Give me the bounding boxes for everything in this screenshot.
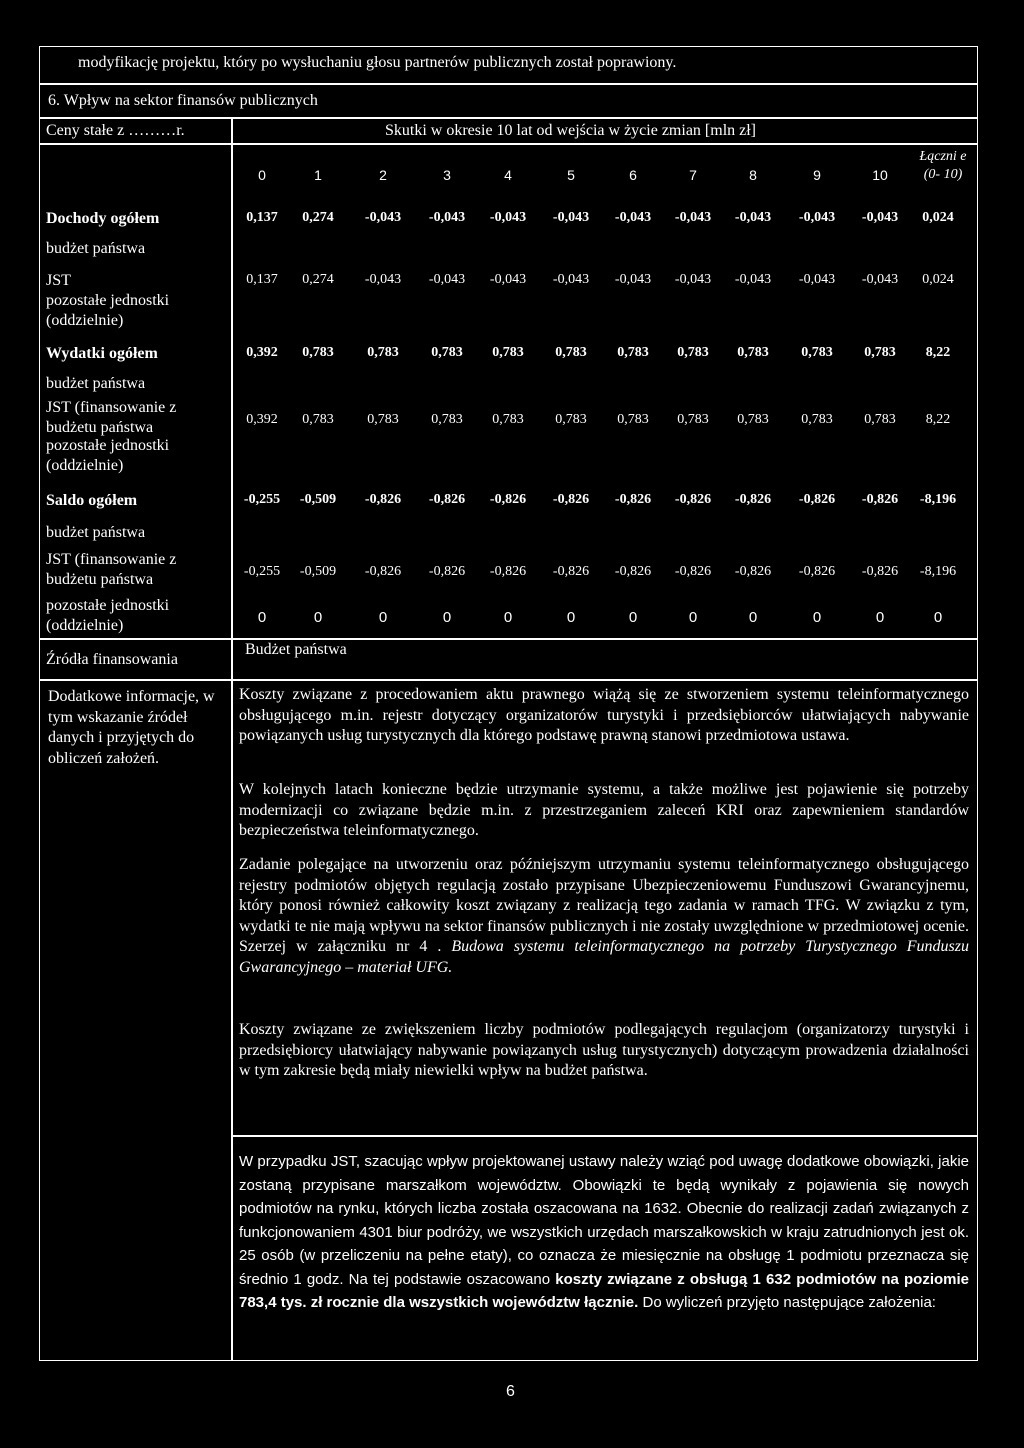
table-cell: 0,392: [246, 345, 278, 360]
table-cell: 0,783: [555, 345, 587, 360]
table-cell: -0,043: [861, 272, 899, 287]
row-label: budżet państwa: [46, 240, 146, 257]
paragraph-2: W kolejnych latach konieczne będzie utrzymanie systemu, a także możliwe jest pojawienie się potrzeby modernizacji co związane będzie m.in. z przestrzeganiem zaleceń KRI oraz zapewnieniem standardów bezpieczeństwa teleinformatycznego.: [239, 781, 969, 839]
table-cell: 0,783: [492, 412, 524, 427]
table-cell: -0,043: [428, 272, 466, 287]
table-cell: -0,826: [614, 564, 652, 579]
year-header: 3: [443, 167, 451, 183]
total-header: Łączni e (0- 10): [919, 149, 967, 182]
sources-divider: [39, 638, 978, 640]
table-cell: 0,783: [617, 345, 649, 360]
table-cell: 0,783: [864, 412, 896, 427]
page-number: 6: [506, 1383, 515, 1400]
table-cell: 0: [628, 609, 638, 626]
year-header: 6: [629, 167, 637, 183]
paragraph-5-text: W przypadku JST, szacując wpływ projektowanej ustawy należy wziąć pod uwagę dodatkowe obowiązki, jakie zostaną przypisane marszałkom województw. Obowiązki te będą wynikały z pojawienia się nowych podmiotów na rynku, których liczba została oszacowana na 1632. Obecnie do realizacji zadań związanych z funkcjonowaniem 4301 biur podróży, we wszystkich urzędach marszałkowskich w kraju zatrudnionych jest ok. 25 osób (w przeliczeniu na pełne etaty), co oznacza że miesięcznie na obsługę 1 podmiotu przeznacza się średnio 1 godz. Na tej podstawie oszacowano: [239, 1153, 969, 1288]
table-cell: 0,783: [801, 345, 833, 360]
year-header: 9: [813, 167, 821, 183]
table-cell: -0,043: [364, 272, 402, 287]
table-cell: 0,783: [302, 412, 334, 427]
column-divider: [231, 118, 233, 1361]
table-cell: 0,783: [864, 345, 896, 360]
table-cell: -0,043: [489, 272, 527, 287]
table-cell: -0,826: [552, 564, 590, 579]
table-cell: -0,826: [614, 492, 652, 507]
table-cell: 0,783: [431, 345, 463, 360]
table-cell: 0,783: [555, 412, 587, 427]
table-cell: -0,826: [861, 564, 899, 579]
table-cell: -0,509: [299, 564, 337, 579]
table-cell: 0: [875, 609, 885, 626]
year-header: 4: [504, 167, 512, 183]
table-cell: 0,783: [367, 412, 399, 427]
paragraph-divider: [231, 1135, 978, 1137]
table-cell: -0,043: [552, 272, 590, 287]
paragraph-3-text: Zadanie polegające na utworzeniu oraz późniejszym utrzymaniu systemu teleinformatycznego obsługującego rejestry podmiotów objętych regulacją zostało przypisane Ubezpieczeniowemu Funduszowi Gwarancyjnemu, który ponosi również całkowity koszt związany z realizacją tego zadania w ramach TFG. W związku z tym, wydatki te nie mają wpływu na sektor finansów publicznych i nie zostały uwzględnione w przedmiotowej ocenie. Szerzej w załączniku nr 4 .: [239, 856, 969, 955]
table-cell: -0,043: [734, 272, 772, 287]
table-cell: -0,043: [798, 272, 836, 287]
table-cell: -0,043: [798, 210, 836, 225]
table-cell: 0,783: [677, 345, 709, 360]
year-header: 0: [258, 167, 266, 183]
table-cell: 0: [688, 609, 698, 626]
table-cell: -0,826: [364, 492, 402, 507]
table-cell: -0,043: [614, 272, 652, 287]
table-cell: 0: [378, 609, 388, 626]
table-cell: -0,043: [861, 210, 899, 225]
table-cell: -0,826: [861, 492, 899, 507]
attachment-title: Budowa systemu teleinformatycznego na potrzeby Turystycznego Funduszu Gwarancyjnego – materiał UFG.: [239, 938, 970, 976]
prices-label: Ceny stałe z ………r.: [46, 122, 185, 139]
table-cell: -0,043: [428, 210, 466, 225]
table-cell: 0: [812, 609, 822, 626]
table-cell: 0,783: [617, 412, 649, 427]
year-header: 1: [314, 167, 322, 183]
table-cell: -0,043: [674, 272, 712, 287]
paragraph-5: [239, 1150, 969, 1315]
row-label: budżet państwa: [46, 375, 146, 392]
table-cell: 0: [748, 609, 758, 626]
paragraph-5-bold: koszty związane z obsługą 1 632 podmiotów na poziomie 783,4 tys. zł rocznie dla wszystkich województw łącznie.: [239, 1270, 969, 1311]
table-cell: 0,024: [922, 210, 954, 225]
table-cell: -0,509: [299, 492, 337, 507]
row-label: pozostałe jednostki (oddzielnie): [46, 437, 170, 474]
table-cell: -0,043: [364, 210, 402, 225]
table-cell: 0: [503, 609, 513, 626]
table-cell: -0,826: [674, 564, 712, 579]
paragraph-1: Koszty związane z procedowaniem aktu prawnego wiążą się ze stworzeniem systemu teleinformatycznego obsługującego m.in. rejestr dotyczący organizatorów turystyki i przedsiębiorców ułatwiających nabywanie powiązanych usług turystycznych dla którego podstawę prawną stanowi przedmiotowa ustawa.: [239, 686, 969, 744]
table-cell: -0,043: [614, 210, 652, 225]
table-cell: -0,826: [798, 492, 836, 507]
table-cell: 0,024: [922, 272, 954, 287]
table-cell: 0,783: [677, 412, 709, 427]
row-label: Dochody ogółem: [46, 210, 160, 227]
row-label: JST: [46, 272, 71, 289]
table-cell: 0,137: [246, 210, 278, 225]
table-cell: 0,137: [246, 272, 278, 287]
table-cell: 0,274: [302, 272, 334, 287]
paragraph-5-tail: Do wyliczeń przyjęto następujące założenia:: [642, 1294, 936, 1311]
table-cell: -8,196: [919, 492, 957, 507]
sources-label: Źródła finansowania: [46, 651, 178, 668]
table-cell: -0,826: [489, 564, 527, 579]
table-cell: 0: [257, 609, 267, 626]
year-header: 2: [379, 167, 387, 183]
year-header: 7: [689, 167, 697, 183]
paragraph-4: Koszty związane ze zwiększeniem liczby podmiotów podlegających regulacjom (organizatorzy turystyki i przedsiębiorcy ułatwiający nabywanie powiązanych usług turystycznych) dotyczącym prowadzenia działalności w tym zakresie będą miały niewielki wpływ na budżet państwa.: [239, 1021, 969, 1079]
table-cell: 0,783: [431, 412, 463, 427]
table-cell: 0,783: [737, 412, 769, 427]
table-cell: -8,196: [919, 564, 957, 579]
year-header: 8: [749, 167, 757, 183]
table-cell: 0: [566, 609, 576, 626]
effects-header: Skutki w okresie 10 lat od wejścia w życie zmian [mln zł]: [385, 122, 757, 139]
table-cell: -0,043: [674, 210, 712, 225]
table-cell: -0,043: [552, 210, 590, 225]
table-cell: 8,22: [925, 412, 951, 427]
table-cell: -0,255: [243, 564, 281, 579]
table-cell: -0,043: [489, 210, 527, 225]
table-cell: 0,783: [801, 412, 833, 427]
table-cell: -0,826: [428, 564, 466, 579]
additional-info-label: Dodatkowe informacje, w tym wskazanie źródeł danych i przyjętych do obliczeń założeń.: [48, 688, 215, 767]
section-title: 6. Wpływ na sektor finansów publicznych: [48, 92, 318, 109]
table-cell: -0,043: [734, 210, 772, 225]
table-cell: 0,392: [246, 412, 278, 427]
row-label: JST (finansowanie z budżetu państwa: [46, 551, 177, 588]
header-divider: [39, 143, 978, 145]
year-header: 5: [567, 167, 575, 183]
table-cell: -0,826: [674, 492, 712, 507]
table-cell: 0,783: [367, 345, 399, 360]
table-cell: 0,274: [302, 210, 334, 225]
table-cell: 0: [442, 609, 452, 626]
table-cell: 0,783: [302, 345, 334, 360]
row-label: Saldo ogółem: [46, 492, 138, 509]
table-cell: -0,826: [734, 492, 772, 507]
row-label: pozostałe jednostki (oddzielnie): [46, 292, 170, 329]
row-label: pozostałe jednostki (oddzielnie): [46, 597, 170, 634]
table-cell: -0,826: [552, 492, 590, 507]
table-cell: -0,826: [364, 564, 402, 579]
table-cell: 0,783: [492, 345, 524, 360]
table-cell: 8,22: [925, 345, 951, 360]
table-cell: -0,826: [428, 492, 466, 507]
row-label: budżet państwa: [46, 524, 146, 541]
table-cell: 0: [933, 609, 943, 626]
table-cell: -0,826: [489, 492, 527, 507]
paragraph-3: [239, 855, 969, 978]
table-cell: -0,826: [734, 564, 772, 579]
table-cell: 0: [313, 609, 323, 626]
table-cell: -0,255: [243, 492, 281, 507]
intro-line: modyfikację projektu, który po wysłuchaniu głosu partnerów publicznych został poprawiony.: [78, 54, 677, 71]
row-label: JST (finansowanie z budżetu państwa: [46, 399, 177, 436]
sources-value: Budżet państwa: [245, 641, 347, 658]
table-cell: -0,826: [798, 564, 836, 579]
row-label: Wydatki ogółem: [46, 345, 158, 362]
year-header: 10: [872, 167, 888, 183]
table-cell: 0,783: [737, 345, 769, 360]
